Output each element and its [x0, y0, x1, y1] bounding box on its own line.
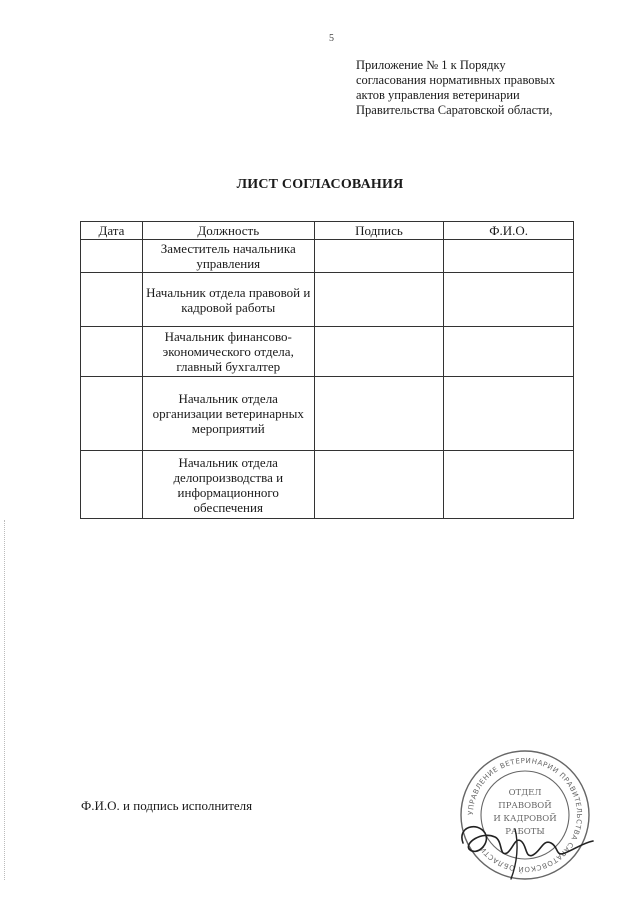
appendix-line: Правительства Саратовской области,: [356, 103, 553, 117]
executor-label: Ф.И.О. и подпись исполнителя: [81, 798, 253, 813]
stamp-center-line: ПРАВОВОЙ: [498, 801, 552, 811]
appendix-line: согласования нормативных правовых: [356, 73, 556, 87]
official-stamp: [455, 745, 595, 885]
scan-margin-dots: [4, 520, 7, 880]
fio-cell: [444, 273, 574, 327]
date-cell: [81, 327, 143, 377]
date-cell: [81, 273, 143, 327]
stamp-center-line: ОТДЕЛ: [508, 788, 542, 798]
stamp-ring-text: УПРАВЛЕНИЕ ВЕТЕРИНАРИИ ПРАВИТЕЛЬСТВА САРАТОВСКОЙ ОБЛАСТИ: [466, 756, 584, 874]
stamp-center-line: И КАДРОВОЙ: [493, 814, 557, 824]
appendix-line: Приложение № 1 к Порядку: [356, 58, 506, 72]
stamp-center-line: РАБОТЫ: [505, 827, 545, 837]
date-cell: [81, 240, 143, 273]
position-cell: Начальник финансово-экономического отдела, главный бухгалтер: [142, 327, 314, 377]
table-row: [81, 377, 574, 451]
date-cell: [81, 377, 143, 451]
appendix-note: [356, 58, 596, 118]
signature-cell: [314, 327, 444, 377]
header-signature: Подпись: [314, 222, 444, 240]
position-cell: Начальник отдела правовой и кадровой работы: [142, 273, 314, 327]
signature-cell: [314, 377, 444, 451]
signature-cell: [314, 273, 444, 327]
page-number: 5: [329, 33, 334, 44]
signature-cell: [314, 240, 444, 273]
fio-cell: [444, 377, 574, 451]
signature-cell: [314, 451, 444, 519]
table-row: [81, 327, 574, 377]
document-title: ЛИСТ СОГЛАСОВАНИЯ: [236, 177, 404, 192]
table-row: [81, 451, 574, 519]
fio-cell: [444, 451, 574, 519]
position-cell: Начальник отдела организации ветеринарных мероприятий: [142, 377, 314, 451]
table-row: [81, 273, 574, 327]
fio-cell: [444, 327, 574, 377]
table-row: [81, 240, 574, 273]
table-header-row: [81, 222, 574, 240]
position-cell: Начальник отдела делопроизводства и информационного обеспечения: [142, 451, 314, 519]
header-date: Дата: [81, 222, 143, 240]
fio-cell: [444, 240, 574, 273]
header-fio: Ф.И.О.: [444, 222, 574, 240]
approval-table: [80, 221, 574, 519]
position-cell: Заместитель начальника управления: [142, 240, 314, 273]
date-cell: [81, 451, 143, 519]
appendix-line: актов управления ветеринарии: [356, 88, 520, 102]
header-position: Должность: [142, 222, 314, 240]
